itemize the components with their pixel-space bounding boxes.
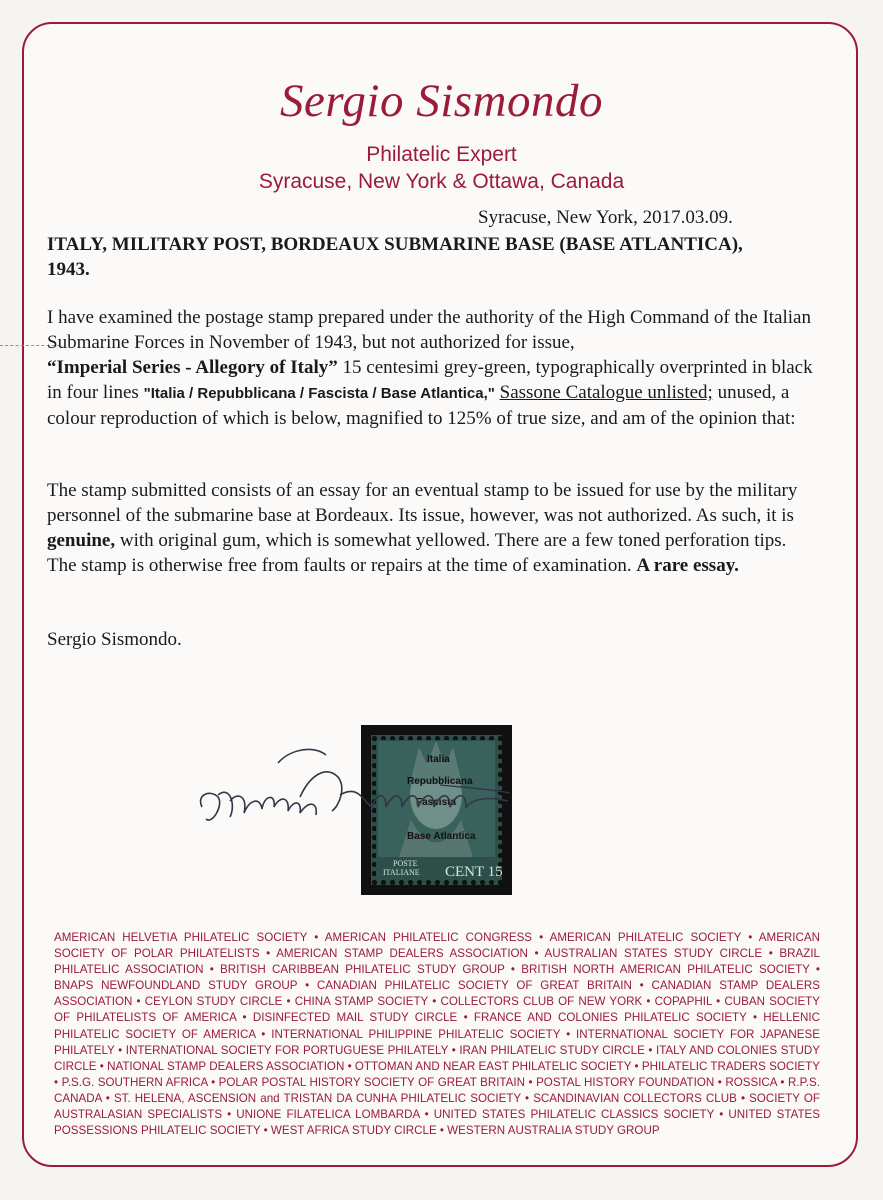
letterhead-city: Syracuse, New York & Ottawa, Canada <box>258 170 625 193</box>
overprint-line: Fascista <box>416 797 457 808</box>
letterhead-title: Philatelic Expert <box>366 143 517 166</box>
overprint-text: "Italia / Repubblicana / Fascista / Base Atlantica," <box>143 385 495 402</box>
letterhead-name: Sergio Sismondo <box>279 75 603 127</box>
overprint-line: Italia <box>427 754 450 765</box>
society-memberships: AMERICAN HELVETIA PHILATELIC SOCIETY • AMERICAN PHILATELIC CONGRESS • AMERICAN PHILATELIC SOCIETY • AMERICAN SOCIETY OF POLAR PHILATELISTS • AMERICAN STAMP DEALERS ASSOCIATION • AUSTRALIAN STATES STUDY CIRCLE • BRAZIL PHILATELIC ASSOCIATION • BRITISH CARIBBEAN PHILATELIC STUDY GROUP • BRITISH NORTH AMERICAN PHILATELIC SOCIETY • BNAPS NEWFOUNDLAND STUDY GROUP • CANADIAN PHILATELIC SOCIETY OF GREAT BRITAIN • CANADIAN STAMP DEALERS ASSOCIATION • CEYLON STUDY CIRCLE • CHINA STAMP SOCIETY • COLLECTORS CLUB OF NEW YORK • COPAPHIL • CUBAN SOCIETY OF PHILATELISTS OF AMERICA • DISINFECTED MAIL STUDY CIRCLE • FRANCE AND COLONIES PHILATELIC SOCIETY • HELLENIC PHILATELIC SOCIETY OF AMERICA • INTERNATIONAL PHILIPPINE PHILATELIC SOCIETY • INTERNATIONAL SOCIETY FOR JAPANESE PHILATELY • INTERNATIONAL SOCIETY FOR PORTUGUESE PHILATELY • IRAN PHILATELIC STUDY CIRCLE • ITALY AND COLONIES STUDY CIRCLE • NATIONAL STAMP DEALERS ASSOCIATION • OTTOMAN AND NEAR EAST PHILATELIC SOCIETY • PHILATELIC TRADERS SOCIETY • P.S.G. SOUTHERN AFRICA • POLAR POSTAL HISTORY SOCIETY OF GREAT BRITAIN • POSTAL HISTORY FOUNDATION • ROSSICA • R.P.S. CANADA • ST. HELENA, ASCENSION and TRISTAN DA CUNHA PHILATELIC SOCIETY • SCANDINAVIAN COLLECTORS CLUB • SOCIETY OF AUSTRALASIAN SPECIALISTS • UNIONE FILATELICA LOMBARDA • UNITED STATES PHILATELIC CLASSICS SOCIETY • UNITED STATES POSSESSIONS PHILATELIC SOCIETY • WEST AFRICA STUDY CIRCLE • WESTERN AUSTRALIA STUDY GROUP <box>54 931 820 1138</box>
certificate-date: Syracuse, New York, 2017.03.09. <box>478 207 733 228</box>
handwritten-signature <box>190 735 520 840</box>
intro-text: I have examined the postage stamp prepared under the authority of the High Command of the Italian Submarine Forces in November of 1943, but not authorized for issue, <box>47 307 811 353</box>
signoff-name: Sergio Sismondo. <box>47 629 182 650</box>
stamp-value: CENT 15 <box>445 864 503 880</box>
stamp-italiane: ITALIANE <box>383 868 420 877</box>
examination-paragraph <box>47 305 819 431</box>
overprint-line: Repubblicana <box>407 776 473 787</box>
certificate-heading: ITALY, MILITARY POST, BORDEAUX SUBMARINE BASE (BASE ATLANTICA), 1943. <box>47 234 743 280</box>
opinion-intro: unused, a colour reproduction of which is below, magnified to 125% of true size, and am of the opinion that: <box>47 382 796 429</box>
rarity-note: A rare essay. <box>636 555 739 576</box>
overprint-line: Base Atlantica <box>407 831 476 842</box>
stamp-poste: POSTE <box>393 859 418 868</box>
opinion-paragraph: The stamp submitted consists of an essay for an eventual stamp to be issued for use by the military personnel of the submarine base at Bordeaux. Its issue, however, was not authorized. As such, it is genuine, with original gum, which is somewhat yellowed. There are a few toned perforation tips. The stamp is otherwise free from faults or repairs at the time of examination. A rare essay. <box>47 480 798 576</box>
catalogue-reference: Sassone Catalogue unlisted; <box>499 382 713 403</box>
stamp-description: 15 centesimi grey-green, typographically overprinted in black in four lines <box>47 357 813 403</box>
genuine-verdict: genuine, <box>47 530 116 551</box>
series-name: “Imperial Series - Allegory of Italy” <box>47 357 338 378</box>
